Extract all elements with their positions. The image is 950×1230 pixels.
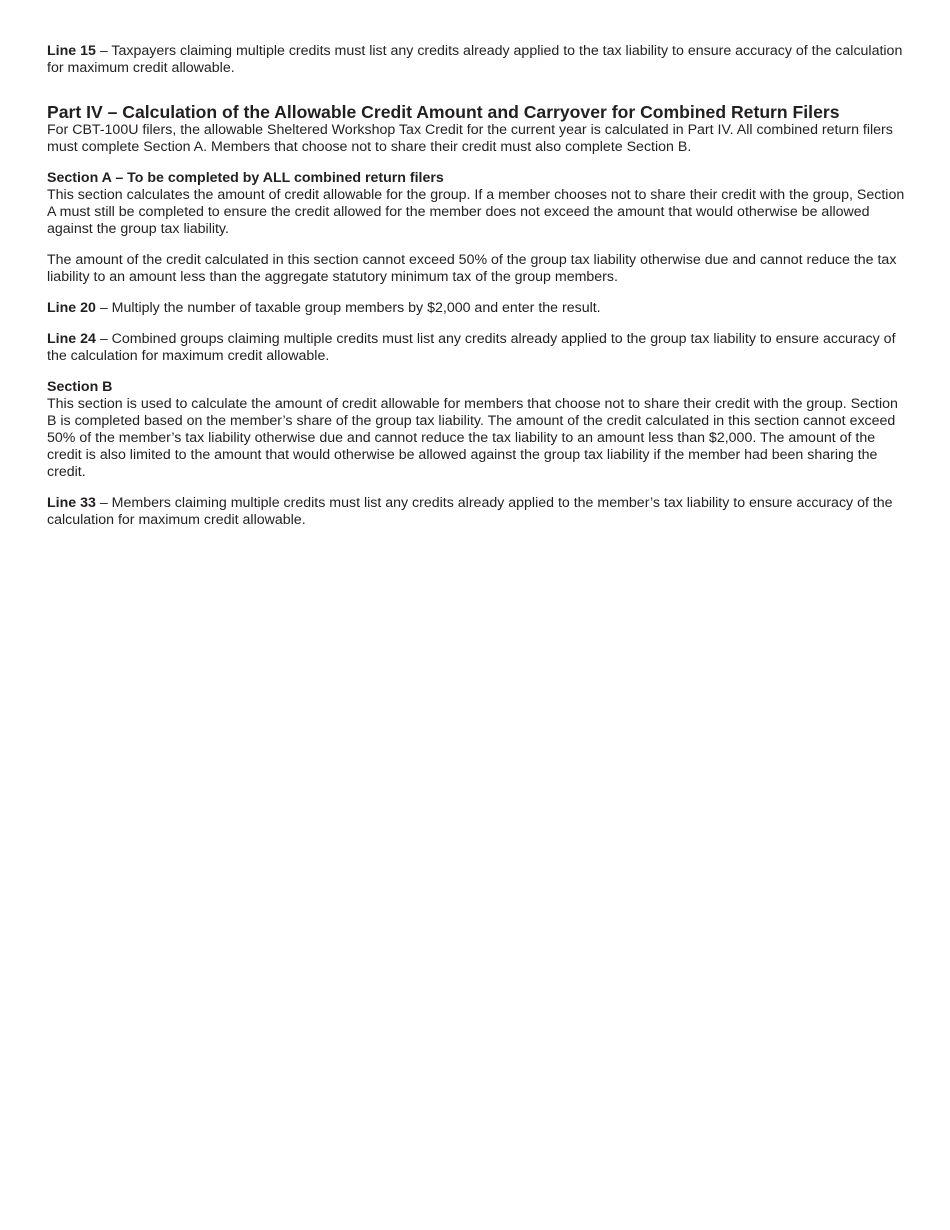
line-20-label: Line 20 xyxy=(47,300,96,316)
section-a-paragraph-1: This section calculates the amount of credit allowable for the group. If a member chooses not to share their credit with the group, Section A must still be completed to ensure the credit allowed for the member does not exceed the amount that would otherwise be allowed against the group tax liability. xyxy=(47,187,905,237)
section-a-paragraph-2: The amount of the credit calculated in this section cannot exceed 50% of the group tax liability otherwise due and cannot reduce the tax liability to an amount less than the aggregate statutory minimum tax of the group members. xyxy=(47,252,897,285)
part-iv-heading: Part IV – Calculation of the Allowable Credit Amount and Carryover for Combined Return Filers xyxy=(47,102,840,122)
line-20-instruction xyxy=(47,300,907,317)
line-33-instruction xyxy=(47,495,907,529)
section-b-paragraph-1: This section is used to calculate the amount of credit allowable for members that choose not to share their credit with the group. Section B is completed based on the member’s share of the group tax liability. The amount of the credit calculated in this section cannot exceed 50% of the member’s tax liability otherwise due and cannot reduce the tax liability to an amount less than $2,000. The amount of the credit is also limited to the amount that would otherwise be allowed against the group tax liability if the member had been sharing the credit. xyxy=(47,396,898,480)
line-24-label: Line 24 xyxy=(47,331,96,347)
line-15-instruction xyxy=(47,43,907,77)
line-15-text: – Taxpayers claiming multiple credits must list any credits already applied to the tax liability to ensure accuracy of the calculation for maximum credit allowable. xyxy=(47,43,903,76)
line-33-label: Line 33 xyxy=(47,495,96,511)
section-b-heading: Section B xyxy=(47,379,113,395)
document-page xyxy=(47,43,907,529)
line-33-text: – Members claiming multiple credits must list any credits already applied to the member’s tax liability to ensure accuracy of the calculation for maximum credit allowable. xyxy=(47,495,893,528)
line-20-text: – Multiply the number of taxable group members by $2,000 and enter the result. xyxy=(95,300,601,316)
line-15-label: Line 15 xyxy=(47,43,96,59)
section-a-heading: Section A – To be completed by ALL combined return filers xyxy=(47,170,444,186)
line-24-instruction xyxy=(47,331,907,365)
part-iv-intro: For CBT-100U filers, the allowable Sheltered Workshop Tax Credit for the current year is calculated in Part IV. All combined return filers must complete Section A. Members that choose not to share their credit must also complete Section B. xyxy=(47,122,893,155)
line-24-text: – Combined groups claiming multiple credits must list any credits already applied to the group tax liability to ensure accuracy of the calculation for maximum credit allowable. xyxy=(47,331,896,364)
